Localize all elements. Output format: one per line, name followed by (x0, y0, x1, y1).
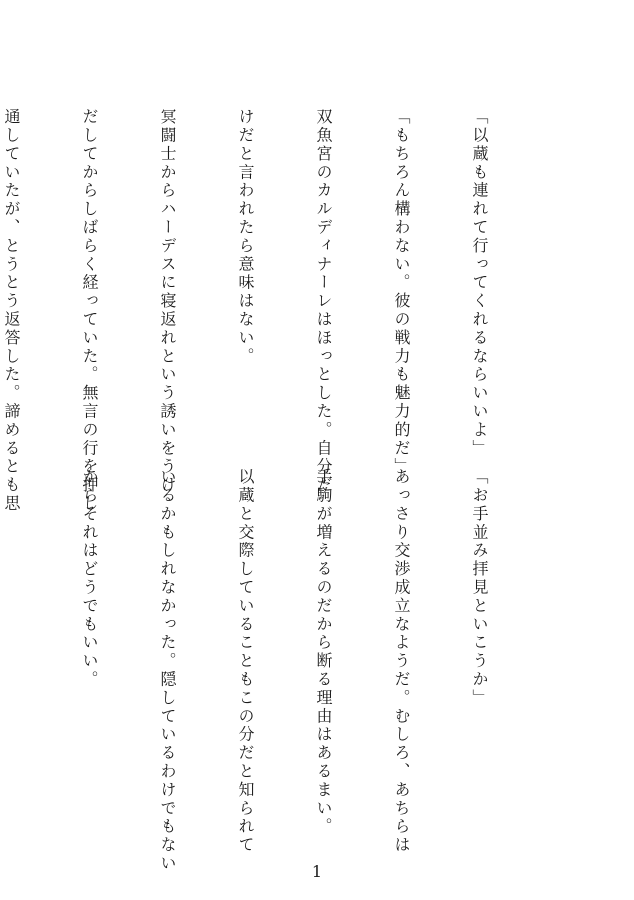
text-line: いるかもしれなかった。隠しているわけでもない (158, 468, 177, 873)
text-line: 双魚宮のカルディナーレはほっとした。自分だ (314, 108, 333, 495)
text-block-bottom (0, 468, 544, 873)
page-number: 1 (311, 862, 323, 881)
text-line: けだと言われたら意味はない。 (236, 108, 255, 366)
text-block-top (0, 108, 544, 513)
text-line: 「もちろん構わない。彼の戦力も魅力的だ」 (392, 108, 411, 476)
text-line: だしてからしばらく経っていた。無言の行を押し (80, 108, 99, 513)
text-line: あっさり交渉成立なようだ。むしろ、あちらは (392, 468, 411, 855)
text-line: 以蔵と交際していることもこの分だと知られて (236, 468, 255, 855)
text-line: 手駒が増えるのだから断る理由はあるまい。 (314, 468, 333, 836)
text-line: からそれはどうでもいい。 (80, 468, 99, 689)
text-line: 「以蔵も連れて行ってくれるならいいよ」 (470, 108, 489, 458)
text-line: 通していたが、とうとう返答した。諦めるとも思 (2, 108, 21, 513)
text-line: 冥闘士からハーデスに寝返れという誘いをうけ (158, 108, 177, 495)
text-line: 「お手並み拝見といこうか」 (470, 468, 489, 708)
